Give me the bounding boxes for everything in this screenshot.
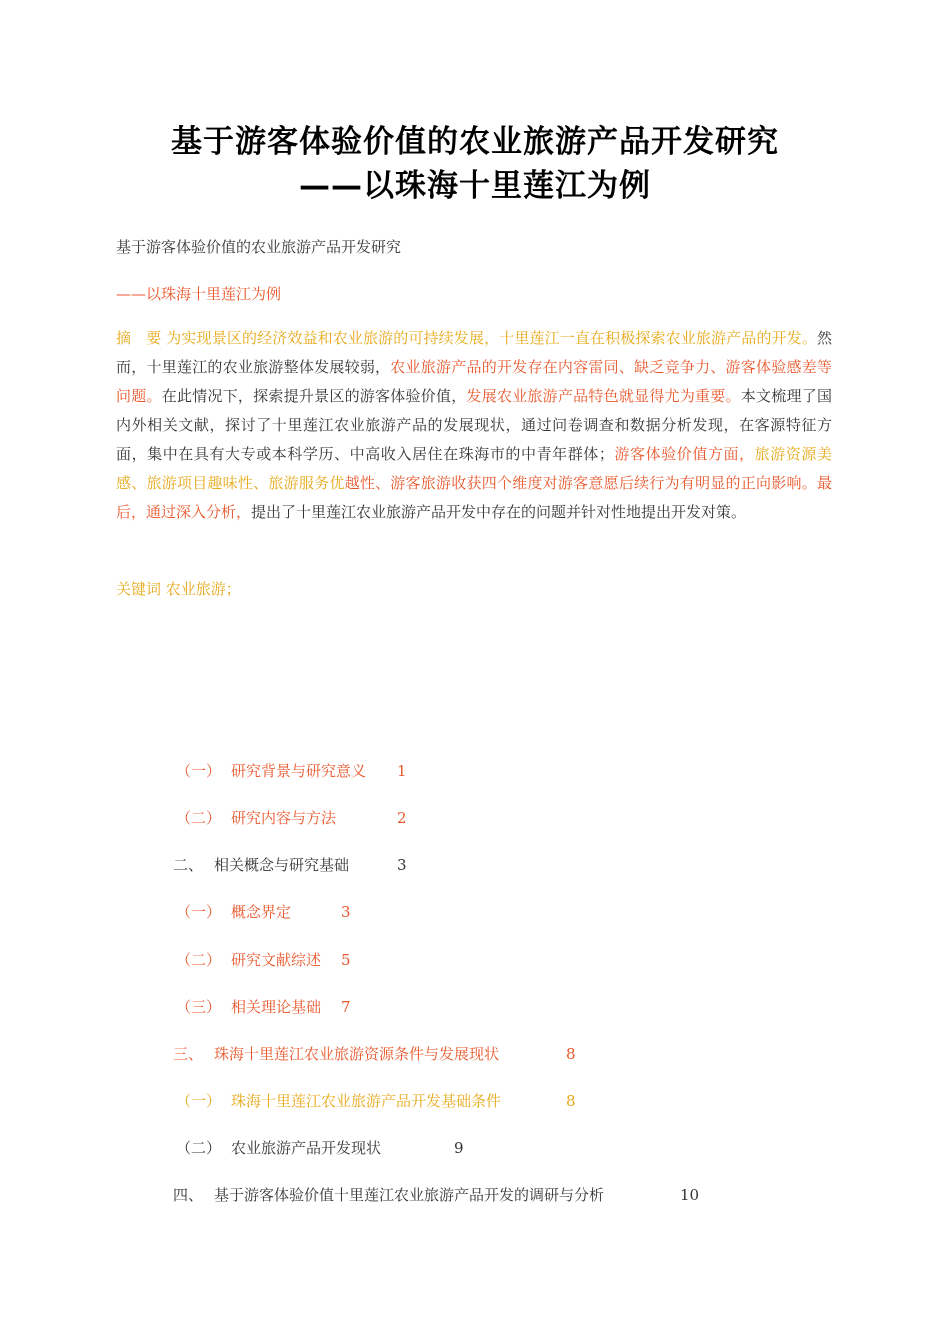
toc-title: 珠海十里莲江农业旅游产品开发基础条件	[231, 1092, 502, 1110]
abstract-segment: 游客体验价值方面，	[613, 445, 755, 463]
toc-page-number: 10	[680, 1186, 700, 1204]
toc-entry[interactable]	[176, 1137, 464, 1158]
toc-title: 概念界定	[231, 903, 292, 921]
toc-entry[interactable]	[176, 1090, 576, 1111]
toc-number: （二）	[176, 1139, 222, 1157]
toc-number: 三、	[173, 1045, 204, 1063]
abstract-segment: 在此情况下，探索提升景区的游客体验价值，	[161, 387, 467, 405]
document-title-line1: 基于游客体验价值的农业旅游产品开发研究	[171, 124, 779, 160]
toc-page-number: 3	[397, 856, 407, 874]
toc-number: （一）	[176, 762, 222, 780]
toc-entry[interactable]	[176, 760, 407, 781]
subtitle-line1: 基于游客体验价值的农业旅游产品开发研究	[116, 238, 402, 256]
abstract-segment: 越性、游客旅游收获四个维度对游客意愿后续行为有明显的正向影响。最后，通过深入分析，	[116, 474, 832, 521]
toc-number: （一）	[176, 1092, 222, 1110]
abstract-segment: 摘 要 为实现景区的经济效益和农业旅游的可持续发展，十里莲江一直在积极探索农业旅游产品的开发。	[116, 329, 817, 347]
toc-title: 基于游客体验价值十里莲江农业旅游产品开发的调研与分析	[214, 1186, 605, 1204]
toc-entry[interactable]	[173, 854, 407, 875]
toc-page-number: 2	[397, 809, 407, 827]
toc-page-number: 5	[341, 951, 351, 969]
toc-entry[interactable]	[173, 1043, 576, 1064]
toc-page-number: 1	[397, 762, 407, 780]
toc-entry[interactable]	[176, 996, 351, 1017]
toc-entry[interactable]	[176, 901, 351, 922]
abstract-segment: 农业旅游产品的开发存在内容雷同、缺乏竞争力、游客体验感差等问题。	[116, 358, 832, 405]
abstract-segment: 提出了十里莲江农业旅游产品开发中存在的问题并针对性地提出开发对策。	[251, 503, 747, 521]
toc-entry[interactable]	[176, 949, 351, 970]
toc-page-number: 3	[341, 903, 351, 921]
toc-title: 珠海十里莲江农业旅游资源条件与发展现状	[214, 1045, 500, 1063]
toc-page-number: 7	[341, 998, 351, 1016]
toc-entry[interactable]	[176, 807, 407, 828]
toc-number: 二、	[173, 856, 204, 874]
toc-number: 四、	[173, 1186, 204, 1204]
toc-title: 研究内容与方法	[231, 809, 337, 827]
toc-title: 研究文献综述	[231, 951, 322, 969]
toc-page-number: 9	[454, 1139, 464, 1157]
toc-title: 相关理论基础	[231, 998, 322, 1016]
toc-number: （二）	[176, 951, 222, 969]
abstract-paragraph	[116, 324, 832, 527]
abstract-segment: 然而，十里莲江的农业旅游整体发展较弱，	[116, 329, 832, 376]
keywords: 关键词 农业旅游；	[116, 580, 241, 598]
toc-number: （二）	[176, 809, 222, 827]
abstract-segment: 旅游资源美感、旅游项目趣味性、旅游服务优	[116, 445, 832, 492]
toc-page-number: 8	[566, 1045, 576, 1063]
abstract-segment: 本文梳理了国内外相关文献，探讨了十里莲江农业旅游产品的发展现状，通过问卷调查和数据分析发现，在客源特征方面，集中在具有大专或本科学历、中高收入居住在珠海市的中青年群体；	[116, 387, 832, 463]
toc-number: （三）	[176, 998, 222, 1016]
toc-entry[interactable]	[173, 1184, 699, 1205]
abstract-segment: 发展农业旅游产品特色就显得尤为重要。	[466, 387, 741, 405]
toc-title: 相关概念与研究基础	[214, 856, 350, 874]
subtitle-line2: ——以珠海十里莲江为例	[116, 285, 282, 303]
document-title-line2: ——以珠海十里莲江为例	[299, 168, 651, 204]
toc-number: （一）	[176, 903, 222, 921]
toc-title: 研究背景与研究意义	[231, 762, 367, 780]
toc-title: 农业旅游产品开发现状	[231, 1139, 382, 1157]
toc-page-number: 8	[566, 1092, 576, 1110]
